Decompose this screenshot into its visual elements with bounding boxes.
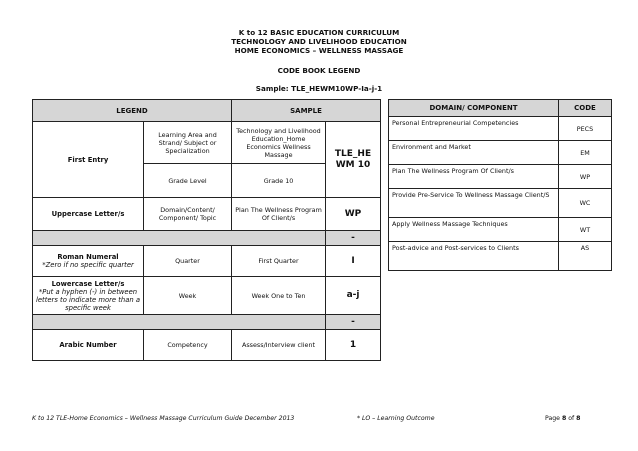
table-row (33, 277, 381, 315)
page-prefix: Page (545, 415, 560, 422)
table-row (389, 218, 612, 242)
footer-guide-title: K to 12 TLE-Home Economics – Wellness Massage Curriculum Guide December 2013 (32, 415, 295, 422)
sample-column-header: SAMPLE (232, 100, 381, 122)
legend-column-header: LEGEND (33, 100, 232, 122)
sample-code: Sample: TLE_HEWM10WP-Ia-j-1 (255, 84, 383, 93)
legend-sample: Grade 10 (232, 164, 326, 198)
legend-description: Learning Area and Strand/ Subject or Specialization (144, 122, 232, 164)
legend-sample: Assess/Interview client (232, 330, 326, 361)
code-cell: WC (559, 189, 612, 218)
roman-numeral-code: I (326, 246, 381, 277)
table-row (33, 122, 381, 164)
code-column-header: CODE (559, 100, 612, 117)
legend-description: Competency (144, 330, 232, 361)
lowercase-label (33, 277, 144, 315)
separator-row (33, 231, 381, 246)
separator-blank (33, 231, 326, 246)
domain-cell: Environment and Market (389, 141, 559, 165)
separator-blank (33, 315, 326, 330)
legend-sample: First Quarter (232, 246, 326, 277)
dash-code: - (326, 315, 381, 330)
table-row (389, 141, 612, 165)
curriculum-title: K to 12 BASIC EDUCATION CURRICULUM (238, 28, 400, 37)
lowercase-title: Lowercase Letter/s (51, 279, 125, 288)
first-entry-label: First Entry (33, 122, 144, 198)
domain-cell: Plan The Wellness Program Of Client/s (389, 165, 559, 189)
legend-sample: Week One to Ten (232, 277, 326, 315)
lowercase-code: a-j (326, 277, 381, 315)
arabic-number-label: Arabic Number (33, 330, 144, 361)
uppercase-code: WP (326, 198, 381, 231)
table-row (389, 189, 612, 218)
legend-description: Quarter (144, 246, 232, 277)
legend-sample: Plan The Wellness Program Of Client/s (232, 198, 326, 231)
domain-cell: Provide Pre-Service To Wellness Massage Client/S (389, 189, 559, 218)
table-row (389, 117, 612, 141)
legend-description: Grade Level (144, 164, 232, 198)
domain-column-header: DOMAIN/ COMPONENT (389, 100, 559, 117)
arabic-number-code: 1 (326, 330, 381, 361)
domain-header-row (389, 100, 612, 117)
domain-cell: Apply Wellness Massage Techniques (389, 218, 559, 242)
code-cell: WP (559, 165, 612, 189)
domain-cell: Post-advice and Post-services to Clients (389, 242, 559, 271)
code-cell: EM (559, 141, 612, 165)
code-cell: PECS (559, 117, 612, 141)
first-entry-code: TLE_HE WM 10 (326, 122, 381, 198)
page-indicator (545, 415, 580, 423)
subject-title: TECHNOLOGY AND LIVELIHOOD EDUCATION (231, 37, 407, 46)
table-row (33, 330, 381, 361)
roman-numeral-label (33, 246, 144, 277)
separator-row (33, 315, 381, 330)
page-of: of (568, 415, 575, 422)
table-row (389, 165, 612, 189)
specialization-title: HOME ECONOMICS – WELLNESS MASSAGE (234, 46, 404, 55)
legend-table (32, 99, 381, 361)
dash-code: - (326, 231, 381, 246)
lowercase-note: *Put a hyphen (-) in between letters to indicate more than a specific week (35, 287, 141, 312)
page-number: 8 (561, 415, 567, 422)
legend-header-row (33, 100, 381, 122)
table-row (33, 246, 381, 277)
roman-numeral-title: Roman Numeral (57, 253, 119, 261)
table-row (33, 198, 381, 231)
footer-lo-note: * LO – Learning Outcome (357, 415, 435, 422)
legend-description: Week (144, 277, 232, 315)
domain-table (388, 99, 612, 271)
domain-cell: Personal Entrepreneurial Competencies (389, 117, 559, 141)
roman-numeral-note: *Zero if no specific quarter (42, 261, 134, 269)
legend-sample: Technology and Livelihood Education_Home Economics Wellness Massage (232, 122, 326, 164)
legend-description: Domain/Content/ Component/ Topic (144, 198, 232, 231)
code-book-legend-title: CODE BOOK LEGEND (277, 66, 361, 75)
code-cell: WT (559, 218, 612, 242)
uppercase-label: Uppercase Letter/s (33, 198, 144, 231)
table-row (389, 242, 612, 271)
code-cell: AS (559, 242, 612, 271)
page-total: 8 (576, 415, 581, 422)
